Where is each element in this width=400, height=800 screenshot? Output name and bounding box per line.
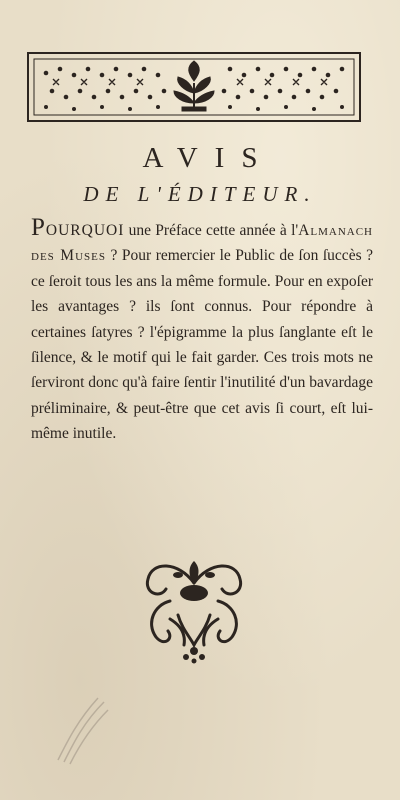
text-part-1: une Préface cette année à l' [124, 222, 299, 239]
page-subtitle: DE L'ÉDITEUR. [83, 182, 317, 206]
drop-cap: P [31, 214, 45, 241]
text-part-2: ? Pour remercier le Public de ſon ſuccès ? ce ſeroit tous les ans la même formule. Pour en expoſer les avantages ? ils ſont connus. Pour répondre à certaines ſatyres ? l'épigramme la plus ſanglante eſt le ſilence, & le motif qui le fait garder. Ces trois mots ne ſerviront donc qu'à faire ſentir l'inutilité d'un bavardage préliminaire, & peut-être que cet avis ſi court, eſt lui-même inutile. [31, 247, 373, 443]
body-paragraph [31, 214, 373, 447]
page-title: AVIS [142, 142, 275, 174]
ornamental-headpiece [26, 47, 362, 125]
ornamental-tailpiece [134, 553, 254, 665]
pencil-mark [48, 690, 118, 770]
lead-word: OURQUOI [45, 222, 125, 239]
almanach-title: Almanach des Muses [31, 222, 373, 265]
